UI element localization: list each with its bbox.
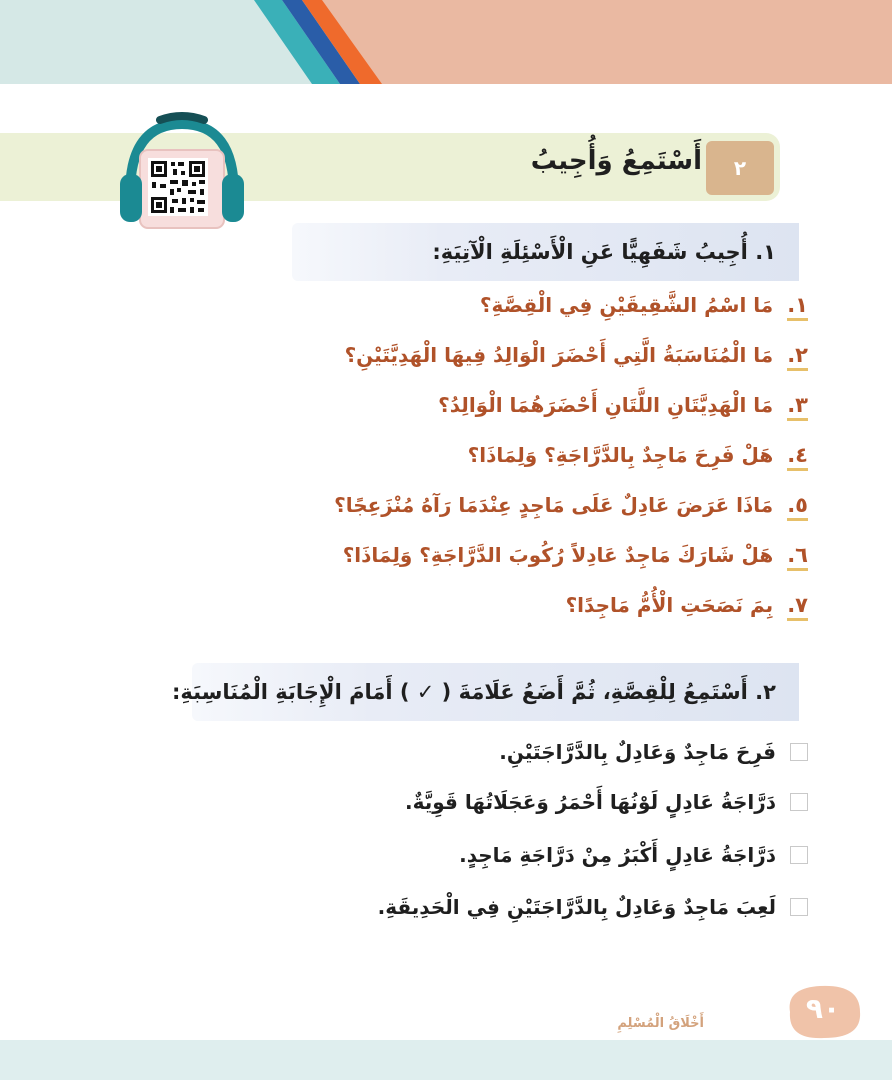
choice-text: لَعِبَ مَاجِدٌ وَعَادِلٌ بِالدَّرَّاجَتَيْنِ فِي الْحَدِيقَةِ. [377,895,776,919]
question-item [438,393,808,421]
page-number: ٩٠ [805,992,841,1025]
question-text: بِمَ نَصَحَتِ الْأُمُّ مَاجِدًا؟ [565,593,774,617]
instruction-oral-answers: ١. أُجِيبُ شَفَهِيًّا عَنِ الْأَسْئِلَةِ الْآتِيَةِ: [432,240,776,264]
question-text: مَاذَا عَرَضَ عَادِلٌ عَلَى مَاجِدٍ عِنْدَمَا رَآهُ مُنْزَعِجًا؟ [334,493,774,517]
qr-code-icon[interactable] [148,158,208,216]
choice-item [459,843,808,867]
choice-item [405,790,808,814]
choice-text: دَرَّاجَةُ عَادِلٍ لَوْنُهَا أَحْمَرُ وَعَجَلَاتُهَا قَوِيَّةٌ. [405,790,776,814]
question-text: مَا اسْمُ الشَّقِيقَيْنِ فِي الْقِصَّةِ؟ [479,293,774,317]
answer-checkbox[interactable] [790,846,808,864]
choice-text: فَرِحَ مَاجِدٌ وَعَادِلٌ بِالدَّرَّاجَتَيْنِ. [499,740,776,764]
question-item [334,493,808,521]
question-number: ٦. [787,543,808,571]
section-title: أَسْتَمِعُ وَأُجِيبُ [530,146,702,176]
question-text: هَلْ فَرِحَ مَاجِدٌ بِالدَّرَّاجَةِ؟ وَلِمَاذَا؟ [467,443,774,467]
question-number: ٤. [787,443,808,471]
choice-item [499,740,808,764]
answer-checkbox[interactable] [790,793,808,811]
question-item [566,593,808,621]
question-number: ٢. [787,343,808,371]
answer-checkbox[interactable] [790,743,808,761]
section-number-badge: ٢ [706,141,774,195]
bottom-band [0,1040,892,1080]
top-decorative-band [0,0,892,84]
question-text: هَلْ شَارَكَ مَاجِدٌ عَادِلاً رُكُوبَ الدَّرَّاجَةِ؟ وَلِمَاذَا؟ [342,543,774,567]
question-number: ٥. [787,493,808,521]
question-item [480,293,808,321]
question-text: مَا الْمُنَاسَبَةُ الَّتِي أَحْضَرَ الْوَالِدُ فِيهَا الْهَدِيَّتَيْنِ؟ [344,343,774,367]
question-item [468,443,808,471]
choice-item [378,895,808,919]
choice-text: دَرَّاجَةُ عَادِلٍ أَكْبَرُ مِنْ دَرَّاجَةِ مَاجِدٍ. [459,843,776,867]
question-item [345,343,808,371]
question-number: ٣. [787,393,808,421]
answer-checkbox[interactable] [790,898,808,916]
question-text: مَا الْهَدِيَّتَانِ اللَّتَانِ أَحْضَرَهُمَا الْوَالِدُ؟ [438,393,774,417]
question-item [343,543,808,571]
instruction-listen-and-check: ٢. أَسْتَمِعُ لِلْقِصَّةِ، ثُمَّ أَضَعُ عَلَامَةَ ( ✓ ) أَمَامَ الْإِجَابَةِ الْمُنَاسِبَةِ: [172,680,776,704]
question-number: ٧. [787,593,808,621]
question-number: ١. [787,293,808,321]
footer-book-title: أَخْلَاقُ الْمُسْلِمِ [617,1016,704,1031]
